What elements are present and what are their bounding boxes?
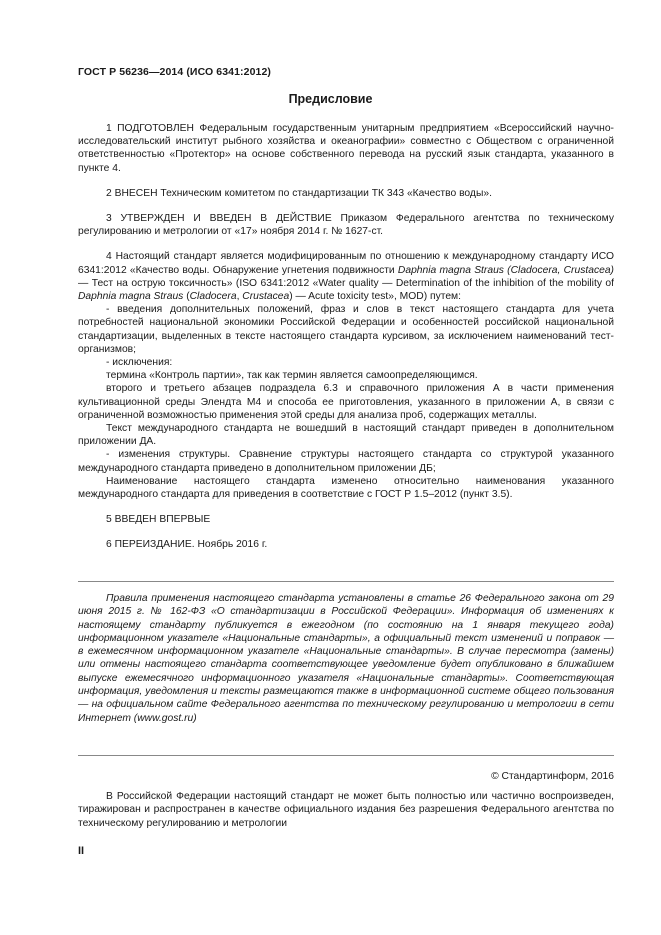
section-4-class: Crustacea xyxy=(242,291,290,303)
section-4-text-d: , xyxy=(236,291,243,303)
section-3: 3 УТВЕРЖДЕН И ВВЕДЕН В ДЕЙСТВИЕ Приказом Федерального агентства по техническому регулированию и метрологии от «17» ноября 2014 г. № 1627-ст. xyxy=(78,213,614,238)
standard-header: ГОСТ Р 56236—2014 (ИСО 6341:2012) xyxy=(78,66,271,78)
section-4-text-c: ( xyxy=(183,291,190,303)
notice-top-divider xyxy=(78,581,614,582)
application-rules-notice xyxy=(78,592,614,725)
section-4-item-term: термина «Контроль партии», так как термин является самоопределяющимся. xyxy=(106,370,478,382)
section-4-text-a: 4 Настоящий стандарт является модифицированным по отношению к международному стандарту ИСО 6341:2012 «Качество воды. Обнаружение угнетения подвижности xyxy=(78,251,614,276)
section-5: 5 ВВЕДЕН ВПЕРВЫЕ xyxy=(106,514,211,526)
notice-text: Правила применения настоящего стандарта установлены в статье 26 Федерального закона от 29 июня 2015 г. № 162-ФЗ «О стандартизации в Российской Федерации». Информация об изменениях к настоящему стандарту публикуется в ежегодном (по состоянию на 1 января текущего года) информационном указателе «Национальные стандарты», а официальный текст изменений и поправок — в ежемесячном информационном указателе «Национальные стандарты». В случае пересмотра (замены) или отмены настоящего стандарта соответствующее уведомление будет опубликовано в ближайшем выпуске ежемесячного информационного указателя «Национальные стандарты». Соответствующая информация, уведомления и тексты размещаются также в информационной системе общего пользования — на официальном сайте Федерального агентства по техническому регулированию и метрологии в сети Интернет (www.gost.ru) xyxy=(78,593,614,724)
section-4-order: Cladocera xyxy=(189,291,237,303)
copyright-line: © Стандартинформ, 2016 xyxy=(491,771,614,782)
section-4-species-ru: Daphnia magna Straus (Cladocera, Crustacea) xyxy=(397,264,614,276)
section-4-item-paragraphs: второго и третьего абзацев подраздела 6.3 и справочного приложения А в части применения культивационной среды Элендта М4 и способа ее приготовления, указанного в приложении А, в связи с ограниченной возможностью применения этой среды для анализа проб, содержащих металлы. xyxy=(78,383,614,421)
section-4-item-exclusions: - исключения: xyxy=(106,357,173,369)
foreword-body xyxy=(78,122,614,552)
section-2: 2 ВНЕСЕН Техническим комитетом по стандартизации ТК 343 «Качество воды». xyxy=(106,187,492,199)
section-4-text-e: ) — Acute toxicity test», MOD) путем: xyxy=(289,291,461,303)
page-title: Предисловие xyxy=(288,92,373,106)
section-4-item-additions: - введения дополнительных положений, фраз и слов в текст настоящего стандарта для учета потребностей национальной экономики Российской Федерации и особенностей российской национальной стандартизации, выделенных в тексте настоящего стандарта курсивом, за исключением наименований тест-организмов; xyxy=(78,304,614,355)
section-4-item-name: Наименование настоящего стандарта изменено относительно наименования указанного международного стандарта для приведения в соответствие с ГОСТ Р 1.5–2012 (пункт 3.5). xyxy=(78,475,614,501)
section-4-text-b: — Тест на острую токсичность» (ISO 6341:2012 «Water quality — Determination of the inhibition of the mobility of xyxy=(78,277,614,289)
section-6: 6 ПЕРЕИЗДАНИЕ. Ноябрь 2016 г. xyxy=(106,539,268,551)
page-number: II xyxy=(78,845,85,857)
section-1: 1 ПОДГОТОВЛЕН Федеральным государственным унитарным предприятием «Всероссийский научно-исследовательский институт рыбного хозяйства и океанографии» совместно с Обществом с ограниченной ответственностью «Протектор» на основе собственного перевода на русский язык стандарта, указанного в пункте 4. xyxy=(78,123,614,174)
section-4-species-en: Daphnia magna Straus xyxy=(78,291,184,303)
section-4-intro xyxy=(78,250,614,303)
section-4-item-structure: - изменения структуры. Сравнение структуры настоящего стандарта со структурой указанного международного стандарта приведено в дополнительном приложении ДБ; xyxy=(78,449,614,474)
reproduction-notice: В Российской Федерации настоящий стандарт не может быть полностью или частично воспроизведен, тиражирован и распространен в качестве официального издания без разрешения Федерального агентства по техническому регулированию и метрологии xyxy=(78,791,614,829)
notice-bottom-divider xyxy=(78,755,614,756)
section-4-item-appendix-da: Текст международного стандарта не вошедший в настоящий стандарт приведен в дополнительном приложении ДА. xyxy=(78,423,614,448)
